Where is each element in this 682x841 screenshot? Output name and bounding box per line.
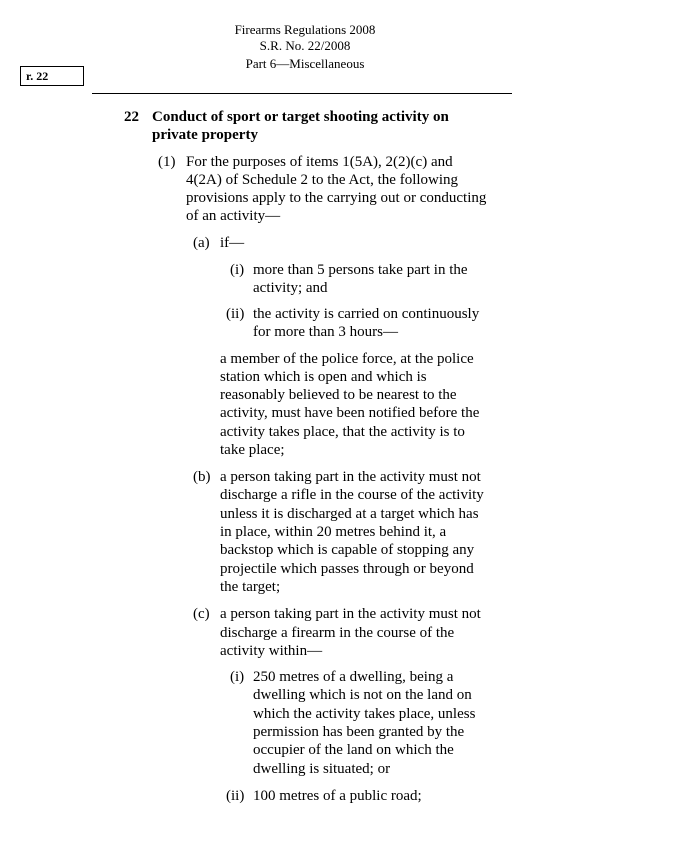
subparagraph-line: dwelling is situated; or	[253, 761, 391, 777]
paragraph-a-tail-line: activity takes place, that the activity is to	[220, 424, 465, 440]
paragraph-a-tail-line: station which is open and which is	[220, 369, 427, 385]
subparagraph-line: dwelling which is not on the land on	[253, 687, 472, 703]
subregulation-number: (1)	[158, 154, 176, 170]
subparagraph-line: 250 metres of a dwelling, being a	[253, 669, 454, 685]
paragraph-c-line: discharge a firearm in the course of the	[220, 625, 455, 641]
paragraph-b-number: (b)	[193, 469, 211, 485]
subparagraph-line: which the activity takes place, unless	[253, 706, 476, 722]
subregulation-line: of an activity—	[186, 208, 281, 224]
regulation-number: 22	[124, 109, 139, 125]
running-header-part: Part 6—Miscellaneous	[245, 56, 365, 71]
subparagraph-a-ii-number: (ii)	[226, 306, 245, 322]
running-header-title: Firearms Regulations 2008	[234, 22, 376, 37]
paragraph-b-line: the target;	[220, 579, 281, 595]
subparagraph-c-ii-number: (ii)	[226, 788, 245, 804]
running-header-sr-number: S.R. No. 22/2008	[259, 38, 351, 53]
paragraph-b-line: a person taking part in the activity must not	[220, 469, 481, 485]
paragraph-a-lead: if—	[220, 235, 245, 251]
regulation-margin-label: r. 22	[20, 66, 84, 86]
subparagraph-line: permission has been granted by the	[253, 724, 465, 740]
subparagraph-line: the activity is carried on continuously	[253, 306, 480, 322]
subregulation-line: 4(2A) of Schedule 2 to the Act, the following	[186, 172, 459, 188]
paragraph-b-line: unless it is discharged at a target which has	[220, 506, 479, 522]
subparagraph-line: for more than 3 hours—	[253, 324, 398, 340]
header-divider	[92, 93, 512, 94]
paragraph-c-line: a person taking part in the activity must not	[220, 606, 481, 622]
subparagraph-line: more than 5 persons take part in the	[253, 262, 468, 278]
subregulation-line: provisions apply to the carrying out or conducting	[186, 190, 487, 206]
paragraph-b-line: projectile which passes through or beyond	[220, 561, 474, 577]
paragraph-a-number: (a)	[193, 235, 210, 251]
paragraph-b-line: discharge a rifle in the course of the activity	[220, 487, 484, 503]
paragraph-a-tail-line: take place;	[220, 442, 285, 458]
paragraph-c-line: activity within—	[220, 643, 323, 659]
paragraph-c-number: (c)	[193, 606, 210, 622]
paragraph-a-tail-line: reasonably believed to be nearest to the	[220, 387, 457, 403]
paragraph-b-line: in place, within 20 metres behind it, a	[220, 524, 447, 540]
regulation-heading-line: Conduct of sport or target shooting activity on	[152, 109, 449, 125]
regulation-heading-line: private property	[152, 127, 258, 143]
paragraph-b-line: backstop which is capable of stopping any	[220, 542, 475, 558]
subparagraph-line: occupier of the land on which the	[253, 742, 454, 758]
subregulation-line: For the purposes of items 1(5A), 2(2)(c) and	[186, 154, 453, 170]
subparagraph-a-i-number: (i)	[230, 262, 245, 278]
subparagraph-line: activity; and	[253, 280, 328, 296]
paragraph-a-tail-line: activity, must have been notified before the	[220, 405, 480, 421]
subparagraph-line: 100 metres of a public road;	[253, 788, 422, 804]
paragraph-a-tail-line: a member of the police force, at the police	[220, 351, 474, 367]
subparagraph-c-i-number: (i)	[230, 669, 245, 685]
